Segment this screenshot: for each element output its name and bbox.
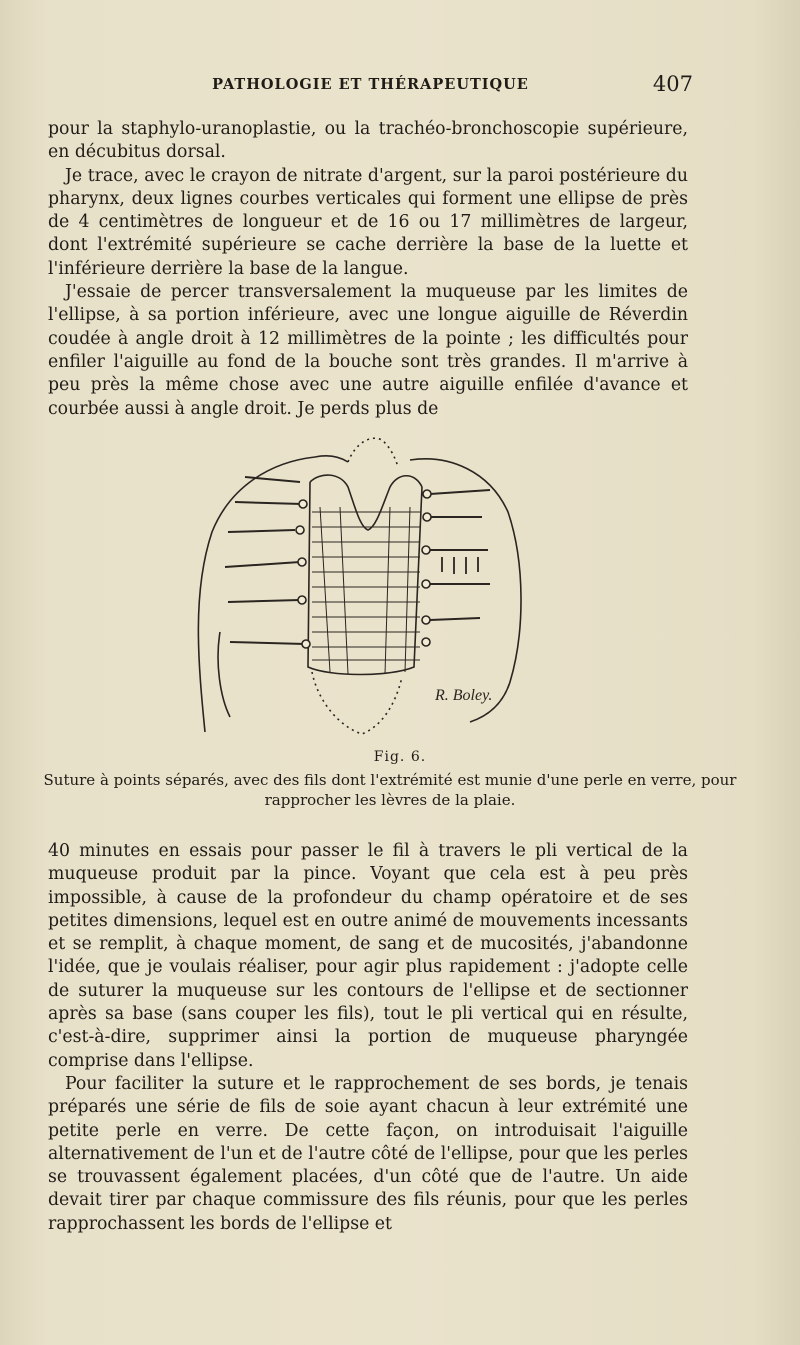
running-head: PATHOLOGIE ET THÉRAPEUTIQUE bbox=[212, 76, 529, 93]
artist-signature: R. Boley. bbox=[435, 687, 493, 704]
page-header bbox=[48, 72, 693, 102]
paragraph: J'essaie de percer transversalement la muqueuse par les limites de l'ellipse, à sa portion inférieure, avec une longue aiguille de Réverdin coudée à angle droit à 12 millimètres de la pointe ; les difficultés pour enfiler l'aiguille au fond de la bouche sont très grandes. Il m'arrive à peu près la même chose avec une autre aiguille enfilée d'avance et courbée aussi à angle droit. Je perds plus de bbox=[48, 282, 688, 419]
paragraph: Pour faciliter la suture et le rapprochement de ses bords, je tenais préparés une série de fils de soie ayant chacun à leur extrémité une petite perle en verre. De cette façon, on introduisait l'aiguille alternativement de l'un et de l'autre côté de l'ellipse, pour que les perles se trouvassent également placées, d'un côté que de l'autre. Un aide devait tirer par chaque commissure des fils réunis, pour que les perles rapprochassent les bords de l'ellipse et bbox=[48, 1073, 688, 1234]
suture-illustration bbox=[190, 432, 535, 747]
figure-label: Fig. 6. bbox=[373, 749, 427, 765]
body-text-top bbox=[48, 118, 688, 421]
paragraph: pour la staphylo-uranoplastie, ou la trachéo-bronchoscopie supérieure, en décubitus dorsal. bbox=[48, 119, 688, 163]
paragraph: Je trace, avec le crayon de nitrate d'argent, sur la paroi postérieure du pharynx, deux lignes courbes verticales qui forment une ellipse de près de 4 centimètres de longueur et de 16 ou 17 millimètres de largeur, dont l'extrémité supérieure se cache derrière la base de la luette et l'inférieure derrière la base de la langue. bbox=[48, 165, 688, 279]
body-text-bottom bbox=[48, 840, 688, 1236]
figure-caption: Suture à points séparés, avec des fils dont l'extrémité est munie d'une perle en verre, pour rapprocher les lèvres de la plaie. bbox=[43, 771, 737, 809]
paragraph: 40 minutes en essais pour passer le fil à travers le pli vertical de la muqueuse produit par la pince. Voyant que cela est à peu près impossible, à cause de la profondeur du champ opératoire et de ses petites dimensions, lequel est en outre animé de mouvements incessants et se remplit, à chaque moment, de sang et de mucosités, j'abandonne l'idée, que je voulais réaliser, pour agir plus rapidement : j'adopte celle de suturer la muqueuse sur les contours de l'ellipse et de sectionner après sa base (sans couper les fils), tout le pli vertical qui en résulte, c'est-à-dire, supprimer ainsi la portion de muqueuse pharyngée comprise dans l'ellipse. bbox=[48, 841, 688, 1071]
page-number: 407 bbox=[652, 72, 693, 96]
